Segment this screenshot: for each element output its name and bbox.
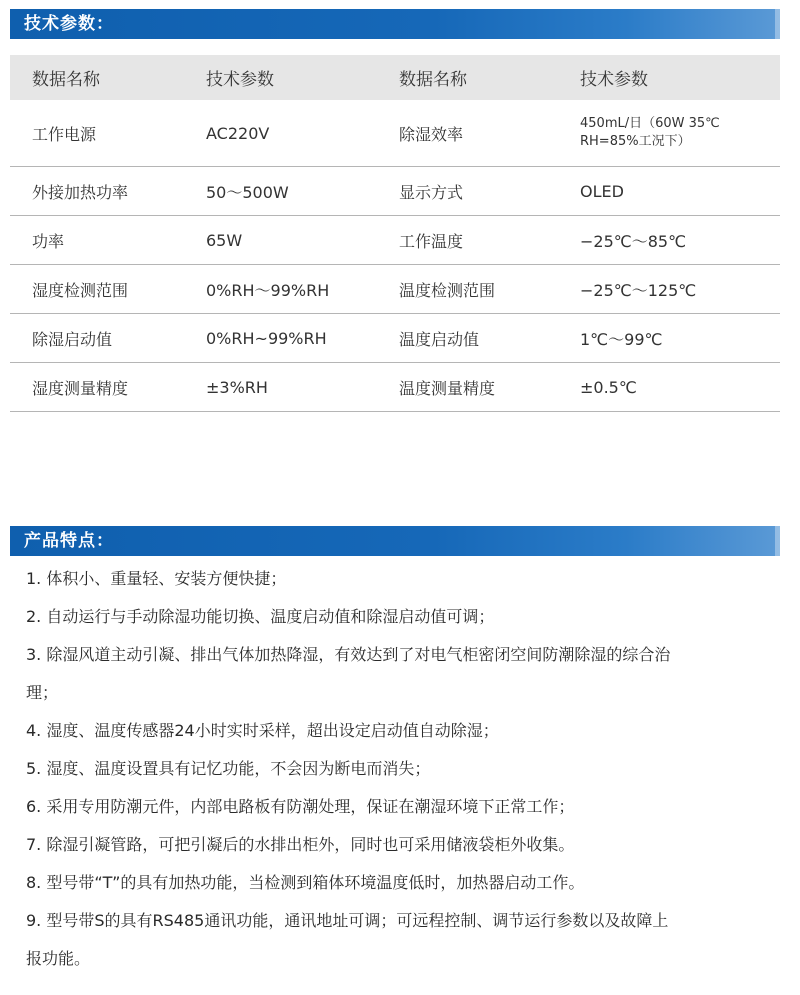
table-row [10, 216, 780, 265]
param-value: 50～500W [184, 167, 377, 216]
param-value: 450mL/日（60W 35℃ RH=85%工况下） [558, 100, 780, 167]
table-row [10, 363, 780, 412]
param-value: AC220V [184, 100, 377, 167]
header-decor-stripe [775, 526, 780, 556]
specs-section-title: 技术参数： [24, 14, 114, 34]
param-value: OLED [558, 167, 780, 216]
table-row [10, 167, 780, 216]
feature-list [26, 560, 791, 978]
param-value: −25℃～125℃ [558, 265, 780, 314]
features-section-title: 产品特点： [24, 531, 114, 551]
specs-section-header [10, 9, 780, 39]
col-header-param-name: 数据名称 [10, 55, 184, 100]
param-value: ±3%RH [184, 363, 377, 412]
table-row [10, 314, 780, 363]
table-row [10, 265, 780, 314]
list-item: 2. 自动运行与手动除湿功能切换、温度启动值和除湿启动值可调； [26, 607, 495, 626]
param-name: 温度启动值 [377, 314, 558, 363]
param-name: 温度检测范围 [377, 265, 558, 314]
list-item: 7. 除湿引凝管路，可把引凝后的水排出柜外，同时也可采用储液袋柜外收集。 [26, 835, 575, 854]
list-item: 8. 型号带“T”的具有加热功能，当检测到箱体环境温度低时，加热器启动工作。 [26, 873, 585, 892]
table-row [10, 100, 780, 167]
param-value: 0%RH～99%RH [184, 265, 377, 314]
param-value: 1℃～99℃ [558, 314, 780, 363]
spec-table-header-row [10, 55, 780, 100]
param-value: 65W [184, 216, 377, 265]
list-item: 6. 采用专用防潮元件，内部电路板有防潮处理，保证在潮湿环境下正常工作； [26, 797, 575, 816]
list-item: 1. 体积小、重量轻、安装方便快捷； [26, 569, 287, 588]
list-item: 9. 型号带S的具有RS485通讯功能，通讯地址可调；可远程控制、调节运行参数以及故障上 [26, 911, 669, 930]
spec-table [10, 55, 780, 412]
param-name: 湿度检测范围 [10, 265, 184, 314]
list-item: 4. 湿度、温度传感器24小时实时采样，超出设定启动值自动除湿； [26, 721, 499, 740]
param-name: 除湿效率 [377, 100, 558, 167]
col-header-param-value: 技术参数 [184, 55, 377, 100]
param-value: 0%RH~99%RH [184, 314, 377, 363]
col-header-param-value-2: 技术参数 [558, 55, 780, 100]
param-name: 工作电源 [10, 100, 184, 167]
param-value: ±0.5℃ [558, 363, 780, 412]
param-name: 外接加热功率 [10, 167, 184, 216]
features-section-header [10, 526, 780, 556]
param-name: 功率 [10, 216, 184, 265]
param-name: 显示方式 [377, 167, 558, 216]
list-item: 理； [26, 683, 59, 702]
list-item: 5. 湿度、温度设置具有记忆功能，不会因为断电而消失； [26, 759, 431, 778]
param-value: −25℃～85℃ [558, 216, 780, 265]
param-name: 湿度测量精度 [10, 363, 184, 412]
param-name: 工作温度 [377, 216, 558, 265]
list-item: 3. 除湿风道主动引凝、排出气体加热降湿，有效达到了对电气柜密闭空间防潮除湿的综合治 [26, 645, 671, 664]
col-header-param-name-2: 数据名称 [377, 55, 558, 100]
param-name: 温度测量精度 [377, 363, 558, 412]
param-name: 除湿启动值 [10, 314, 184, 363]
list-item: 报功能。 [26, 949, 91, 968]
header-decor-stripe [775, 9, 780, 39]
